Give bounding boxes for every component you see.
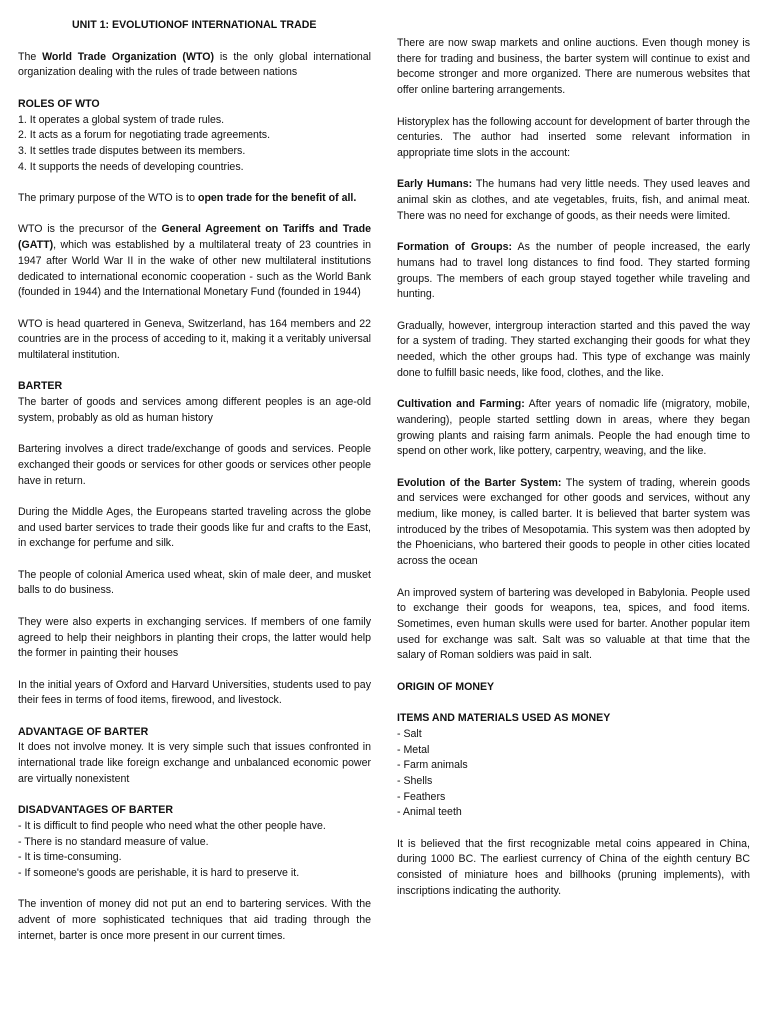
items-money-heading: ITEMS AND MATERIALS USED AS MONEY <box>397 712 611 725</box>
list-item: - Metal <box>397 743 430 756</box>
barter-heading: BARTER <box>18 380 63 393</box>
list-item: 1. It operates a global system of trade rules. <box>18 113 225 126</box>
hq-paragraph: WTO is head quartered in Geneva, Switzerland, has 164 members and 22 countries are in the process of acceding to it, making it a veritably universal multilateral institution. <box>18 317 371 361</box>
barter-p2: Bartering involves a direct trade/exchange of goods and services. People exchanged their goods or services for other goods or services other people have in return. <box>18 443 371 487</box>
advantage-text: It does not involve money. It is very simple such that issues confronted in international trade like foreign exchange and unbalanced economic power are virtually nonexistent <box>18 741 371 785</box>
list-item: - Shells <box>397 774 433 787</box>
swap-paragraph: There are now swap markets and online auctions. Even though money is there for trading and business, the barter system will continue to exist and become stronger and more organized. There are numerous websites that offer online bartering arrangements. <box>397 37 750 97</box>
disadvantages-heading: DISADVANTAGES OF BARTER <box>18 804 173 817</box>
barter-p6: In the initial years of Oxford and Harvard Universities, students used to pay their fees in terms of food items, firewood, and livestock. <box>18 678 371 707</box>
gatt-paragraph: WTO is the precursor of the General Agreement on Tariffs and Trade (GATT), which was established by a multilateral treaty of 23 countries in 1947 after World War II in the wake of other new multilateral institutions dedicated to international economic cooperation - such as the World Bank (founded in 1944) and the International Monetary Fund (founded in 1944) <box>18 223 371 299</box>
right-column <box>397 36 750 915</box>
evolution-paragraph: Evolution of the Barter System: The system of trading, wherein goods and services were exchanged for other goods and services, without any medium, like money, is called barter. It is believed that barter system was introduced by the tribes of Mesopotamia. This system was then adopted by the Phoenicians, who bartered their goods to people in other cities located across the ocean <box>397 476 751 568</box>
disadvantages-list <box>18 819 371 882</box>
barter-p1: The barter of goods and services among different peoples is an age-old system, probably as old as human history <box>18 396 371 424</box>
roles-heading: ROLES OF WTO <box>18 97 100 110</box>
coins-paragraph: It is believed that the first recognizable metal coins appeared in China, during 1000 BC. The earliest currency of China of the eighth century BC consisted of miniature hoes and billhooks (pruning implements), with inscriptions indicating the authority. <box>397 837 750 897</box>
list-item: - It is difficult to find people who need what the other people have. <box>18 819 326 832</box>
list-item: 4. It supports the needs of developing countries. <box>18 160 244 173</box>
gradually-paragraph: Gradually, however, intergroup interaction started and this paved the way for a system of trading. They started exchanging their goods for what they needed, which the other groups had. This type of exchange was mainly done to fulfill basic needs, like food, clothes, and the like. <box>397 319 750 379</box>
historyplex-paragraph: Historyplex has the following account for development of barter through the centuries. The author had inserted some relevant information in appropriate time slots in the account: <box>397 115 750 159</box>
early-humans-paragraph: Early Humans: The humans had very little needs. They used leaves and animal skin as clothes, and ate vegetables, fruits, fish, and animal meat. There was no need for exchange of goods, as their needs were limited. <box>397 178 750 222</box>
barter-p5: They were also experts in exchanging services. If members of one family agreed to help their neighbors in planting their crops, the latter would help the former in painting their houses <box>18 615 371 660</box>
roles-list <box>18 113 371 176</box>
list-item: 3. It settles trade disputes between its members. <box>18 144 246 157</box>
list-item: - It is time-consuming. <box>18 851 122 864</box>
wto-intro: The World Trade Organization (WTO) is the only global international organization dealing with the rules of trade between nations <box>18 50 371 79</box>
unit-title: UNIT 1: EVOLUTIONOF INTERNATIONAL TRADE <box>72 19 317 31</box>
barter-p4: The people of colonial America used wheat, skin of male deer, and musket balls to do business. <box>18 568 371 597</box>
list-item: - Feathers <box>397 790 446 803</box>
groups-paragraph: Formation of Groups: As the number of people increased, the early humans had to travel long distances to find food. They started forming groups. The members of each group stayed together while traveling and hunting. <box>397 241 750 301</box>
barter-p3: During the Middle Ages, the Europeans started traveling across the globe and used barter services to trade their goods like fur and crafts to the East, in exchange for perfume and silk. <box>18 505 371 550</box>
list-item: 2. It acts as a forum for negotiating trade agreements. <box>18 129 271 142</box>
list-item: - If someone's goods are perishable, it is hard to preserve it. <box>18 867 300 880</box>
advantage-heading: ADVANTAGE OF BARTER <box>18 725 149 738</box>
babylonia-paragraph: An improved system of bartering was developed in Babylonia. People used to exchange their goods for weapons, tea, spices, and food items. Sometimes, even human skulls were used for barter. Another popular item used for exchange was salt. Salt was so valuable at that time that the salary of Roman soldiers was paid in salt. <box>397 586 750 662</box>
invention-paragraph: The invention of money did not put an end to bartering services. With the advent of more sophisticated techniques that aid trading through the internet, barter is once more present in our current times. <box>18 898 371 942</box>
wto-purpose: The primary purpose of the WTO is to open trade for the benefit of all. <box>18 192 357 204</box>
items-money-list <box>397 727 750 821</box>
list-item: - Farm animals <box>397 759 468 772</box>
list-item: - Salt <box>397 727 422 740</box>
list-item: - Animal teeth <box>397 806 462 819</box>
left-column <box>18 18 371 960</box>
list-item: - There is no standard measure of value. <box>18 835 209 848</box>
origin-heading: ORIGIN OF MONEY <box>397 680 495 693</box>
cultivation-paragraph: Cultivation and Farming: After years of nomadic life (migratory, mobile, wandering), people started settling down in areas, where they began growing plants and raising farm animals. People the had enough time to spend on other work, like pottery, carpentry, weaving, and the like. <box>397 398 750 458</box>
